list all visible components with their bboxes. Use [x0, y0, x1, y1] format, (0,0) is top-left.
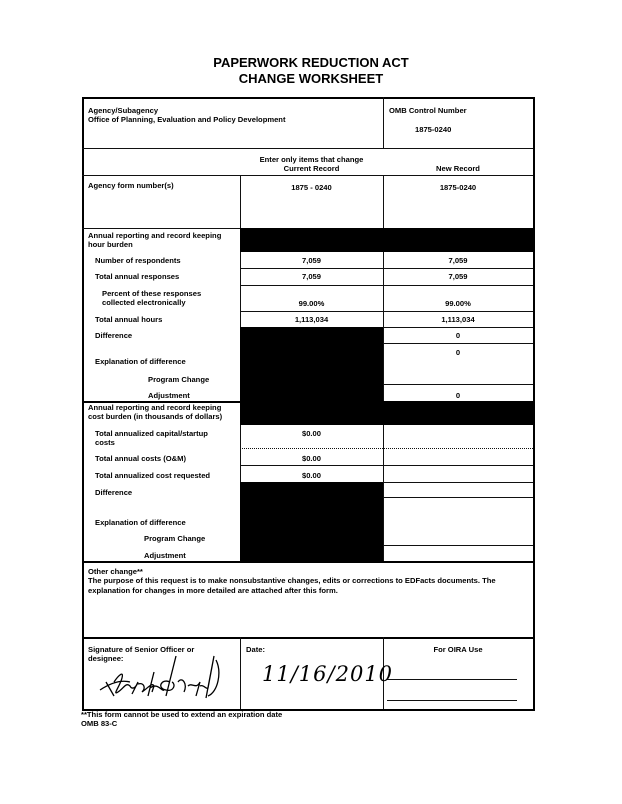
cost-burden-heading-2: cost burden (in thousands of dollars): [88, 412, 223, 421]
oira-use-label: For OIRA Use: [433, 645, 483, 654]
agency-form-label: Agency form number(s): [88, 181, 174, 190]
respondents-current: 7,059: [301, 256, 321, 265]
instruction-text: Enter only items that change: [259, 155, 364, 164]
date-label: Date:: [246, 645, 265, 654]
current-record-header: Current Record: [283, 164, 340, 173]
cost-difference-label: Difference: [95, 488, 133, 497]
shaded-block: [240, 401, 533, 425]
other-change-text: The purpose of this request is to make nonsubstantive changes, edits or corrections to EDFacts documents. The: [88, 576, 496, 585]
agency-form-new: 1875-0240: [439, 183, 477, 192]
percent-current: 99.00%: [298, 299, 325, 308]
difference-label: Difference: [95, 331, 133, 340]
shaded-block: [240, 482, 383, 561]
handwritten-signature: [92, 652, 232, 704]
difference-new: 0: [455, 331, 461, 340]
hours-current: 1,113,034: [294, 315, 329, 324]
respondents-label: Number of respondents: [95, 256, 181, 265]
requested-label: Total annualized cost requested: [95, 471, 211, 480]
capital-label-2: costs: [95, 438, 115, 447]
hour-burden-heading: Annual reporting and record keeping: [88, 231, 222, 240]
program-change-label: Program Change: [148, 375, 210, 384]
new-record-header: New Record: [436, 164, 480, 173]
hours-new: 1,113,034: [441, 315, 475, 324]
om-label: Total annual costs (O&M): [95, 454, 186, 463]
signature-date: 11/16/2010: [262, 662, 394, 686]
explanation-label: Explanation of difference: [95, 357, 186, 366]
signature-label: Signature of Senior Officer or: [88, 645, 195, 654]
other-change-text-2: explanation for changes in more detailed are attached after this form.: [88, 586, 338, 595]
agency-label: Agency/Subagency: [88, 106, 159, 115]
hours-label: Total annual hours: [95, 315, 163, 324]
percent-label: Percent of these responses: [102, 289, 202, 298]
explanation-new: 0: [455, 348, 461, 357]
page-title: PAPERWORK REDUCTION ACT: [213, 55, 409, 70]
responses-label: Total annual responses: [95, 272, 180, 281]
omb-value: 1875-0240: [415, 125, 452, 134]
footer-note: **This form cannot be used to extend an expiration date: [81, 710, 283, 719]
cost-program-change-label: Program Change: [144, 534, 206, 543]
page-subtitle: CHANGE WORKSHEET: [238, 71, 384, 86]
agency-form-current: 1875 - 0240: [291, 183, 332, 192]
adjustment-new: 0: [455, 391, 461, 400]
omb-label: OMB Control Number: [389, 106, 467, 115]
cost-explanation-label: Explanation of difference: [95, 518, 186, 527]
hour-burden-heading-2: hour burden: [88, 240, 133, 249]
percent-label-2: collected electronically: [102, 298, 186, 307]
agency-value: Office of Planning, Evaluation and Policy Development: [88, 115, 286, 124]
other-change-label: Other change**: [88, 567, 143, 576]
shaded-block: [240, 327, 383, 401]
cost-burden-heading: Annual reporting and record keeping: [88, 403, 222, 412]
signature-label-2: designee:: [88, 654, 124, 663]
om-current: $0.00: [301, 454, 321, 463]
requested-current: $0.00: [301, 471, 321, 480]
cost-adjustment-label: Adjustment: [144, 551, 186, 560]
adjustment-label: Adjustment: [148, 391, 190, 400]
percent-new: 99.00%: [445, 299, 471, 308]
shaded-block: [240, 228, 533, 252]
capital-current: $0.00: [301, 429, 321, 438]
form-id: OMB 83-C: [81, 719, 118, 728]
responses-new: 7,059: [448, 272, 468, 281]
respondents-new: 7,059: [448, 256, 468, 265]
capital-label: Total annualized capital/startup: [95, 429, 208, 438]
responses-current: 7,059: [301, 272, 321, 281]
